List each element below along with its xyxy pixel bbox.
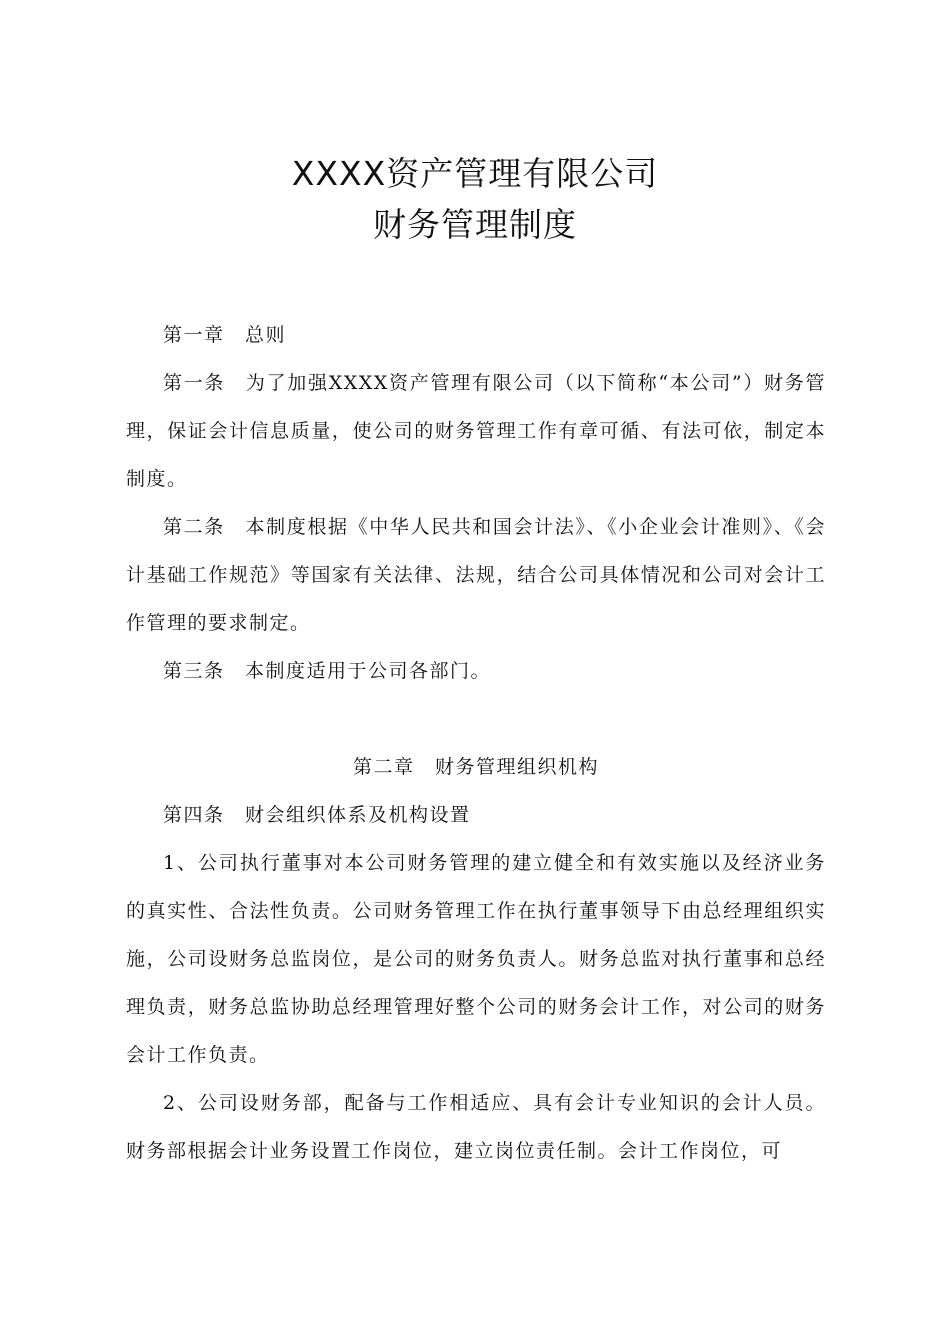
article-2: 第二条 本制度根据《中华人民共和国会计法》、《小企业会计准则》、《会计基础工作规范》等国家有关法律、法规，结合公司具体情况和公司对会计工作管理的要求制定。	[126, 516, 826, 634]
article-3: 第三条 本制度适用于公司各部门。	[163, 660, 492, 682]
article-4: 第四条 财会组织体系及机构设置	[163, 804, 471, 826]
chapter-1-heading: 第一章 总则	[163, 324, 287, 346]
document-body	[126, 311, 826, 1175]
chapter-2-heading: 第二章 财务管理组织机构	[352, 756, 599, 778]
section-gap	[126, 695, 826, 743]
article-1: 第一条 为了加强XXXX资产管理有限公司（以下简称“本公司”）财务管理，保证会计信息质量，使公司的财务管理工作有章可循、有法可依，制定本制度。	[126, 372, 826, 490]
document-title-company: XXXX资产管理有限公司	[291, 154, 659, 193]
document-title-policy: 财务管理制度	[373, 205, 577, 244]
article-4-item-1: 1、公司执行董事对本公司财务管理的建立健全和有效实施以及经济业务的真实性、合法性负责。公司财务管理工作在执行董事领导下由总经理组织实施，公司设财务总监岗位，是公司的财务负责人。财务总监对执行董事和总经理负责，财务总监协助总经理管理好整个公司的财务会计工作，对公司的财务会计工作负责。	[126, 852, 826, 1066]
article-4-item-2: 2、公司设财务部，配备与工作相适应、具有会计专业知识的会计人员。财务部根据会计业务设置工作岗位，建立岗位责任制。会计工作岗位，可	[126, 1092, 826, 1162]
